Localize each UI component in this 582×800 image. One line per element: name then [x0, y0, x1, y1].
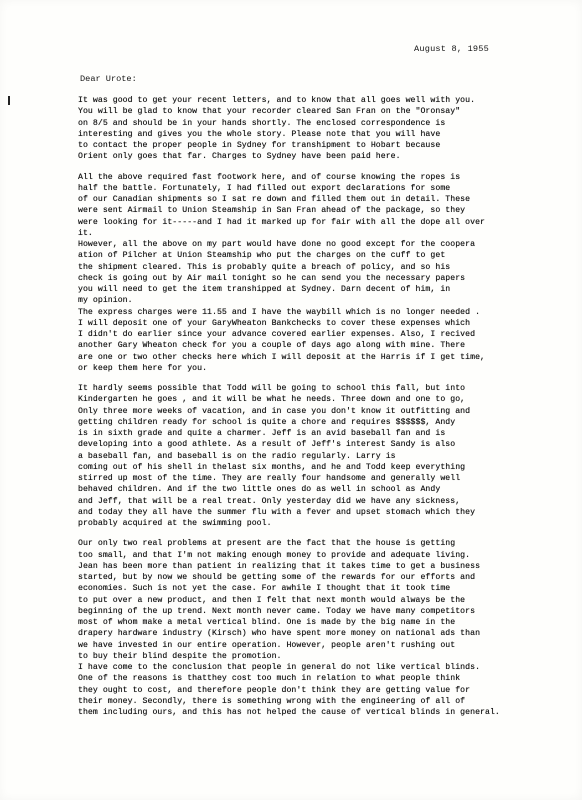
text-line: and today they all have the summer flu with a fever and upset stomach which they [78, 507, 476, 517]
text-line: You will be glad to know that your recorder cleared San Fran on the "Oronsay" [78, 107, 461, 117]
text-line: to buy their blind despite the promotion. [78, 651, 282, 661]
text-line: Jean has been more than patient in realizing that it takes time to get a business [78, 561, 481, 571]
text-line: I will deposit one of your GaryWheaton Bankchecks to cover these expenses which [78, 318, 471, 328]
text-line: I have come to the conclusion that people in general do not like vertical blinds. [78, 663, 481, 672]
text-line: coming out of his shell in thelast six months, and he and Todd keep everything [78, 462, 466, 472]
text-line: the shipment cleared. This is probably quite a breach of policy, and so his [78, 262, 451, 272]
text-line: check is going out by Air mail tonight so he can send you the necessary papers [78, 273, 466, 283]
text-line: getting children ready for school is quite a chore and requires $$$$$$, Andy [78, 417, 456, 427]
text-line: we have invested in our entire operation. However, people aren't rushing out [78, 640, 456, 650]
salutation: Dear Urote: [80, 74, 137, 84]
text-line: interesting and gives you the whole story. Please note that you will have [78, 129, 441, 139]
text-line: beginning of the up trend. Next month never came. Today we have many competitors [78, 606, 476, 616]
letter-paragraph [78, 95, 564, 163]
text-line: half the battle. Fortunately, I had filled out export declarations for some [78, 183, 451, 193]
text-line: another Gary Wheaton check for you a couple of days ago along with mine. There [78, 341, 466, 351]
text-line: on 8/5 and should be in your hands shortly. The enclosed correspondence is [78, 118, 446, 128]
text-line: I didn't do earlier since your advance covered earlier expenses. Also, I recived [78, 330, 476, 339]
text-line: of our Canadian shipments so I sat re down and filled them out in detail. These [78, 195, 471, 204]
letter-body [78, 95, 564, 727]
text-line: is in sixth grade and quite a charmer. Jeff is an avid baseball fan and is [78, 429, 446, 438]
text-line: most of whom make a metal vertical blind. One is made by the big name in the [78, 618, 456, 627]
text-line: you will need to get the item transhipped at Sydney. Darn decent of him, in [78, 285, 451, 294]
text-line: However, all the above on my part would have done no good except for the coopera [78, 240, 476, 249]
text-line: to contact the proper people in Sydney for transhipment to Hobart because [78, 141, 441, 150]
text-line: their money. Secondly, there is something wrong with the engineering of all of [78, 696, 466, 706]
text-line: a baseball fan, and baseball is on the radio regularly. Larry is [78, 451, 396, 461]
letter-paragraph [78, 538, 564, 718]
text-line: Orient only goes that far. Charges to Sydney have been paid here. [78, 152, 401, 162]
letter-paragraph [78, 383, 564, 529]
letter-date: August 8, 1955 [414, 44, 489, 54]
text-line: It hardly seems possible that Todd will be going to school this fall, but into [78, 384, 466, 393]
text-line: too small, and that I'm not making enough money to provide and adequate living. [78, 550, 471, 560]
text-line: are one or two other checks here which I will deposit at the Harris if I get time, [78, 352, 485, 362]
text-line: behaved children. And if the two little ones do as well in school as Andy [78, 485, 441, 495]
text-line: my opinion. [78, 296, 133, 306]
text-line: were looking for it-----and I had it marked up for fair with all the dope all over [78, 217, 485, 227]
text-line: or keep them here for you. [78, 363, 208, 373]
margin-mark [8, 96, 10, 105]
text-line: Kindergarten he goes , and it will be what he needs. Three down and one to go, [78, 395, 466, 405]
text-line: economies. Such is not yet the case. For awhile I thought that it took time [78, 584, 451, 594]
text-line: they ought to cost, and therefore people don't think they are getting value for [78, 685, 471, 695]
text-line: drapery hardware industry (Kirsch) who have spent more money on national ads than [78, 629, 481, 639]
text-line: Our only two real problems at present are the fact that the house is getting [78, 539, 456, 549]
text-line: probably acquired at the swimming pool. [78, 519, 272, 528]
text-line: and Jeff, that will be a real treat. Only yesterday did we have any sickness, [78, 496, 461, 506]
text-line: The express charges were 11.55 and I have the waybill which is no longer needed . [78, 307, 481, 317]
text-line: One of the reasons is thatthey cost too much in relation to what people think [78, 674, 461, 684]
text-line: developing into a good athlete. As a result of Jeff's interest Sandy is also [78, 440, 456, 450]
text-line: to put over a new product, and then I felt that next month would always be the [78, 595, 466, 605]
text-line: were sent Airmail to Union Steamship in San Fran ahead of the package, so they [78, 206, 466, 216]
letter-paragraph [78, 172, 564, 375]
text-line: ation of Pilcher at Union Steamship who put the charges on the cuff to get [78, 251, 446, 261]
text-line: started, but by now we should be getting some of the rewards for our efforts and [78, 573, 476, 582]
text-line: Only three more weeks of vacation, and in case you don't know it outfitting and [78, 406, 471, 416]
text-line: It was good to get your recent letters, and to know that all goes well with you. [78, 96, 476, 105]
text-line: it. [78, 228, 93, 238]
text-line: them including ours, and this has not helped the cause of vertical blinds in general. [78, 708, 500, 717]
text-line: All the above required fast footwork here, and of course knowing the ropes is [78, 172, 461, 182]
text-line: stirred up most of the time. They are really four handsome and generally well [78, 474, 461, 483]
